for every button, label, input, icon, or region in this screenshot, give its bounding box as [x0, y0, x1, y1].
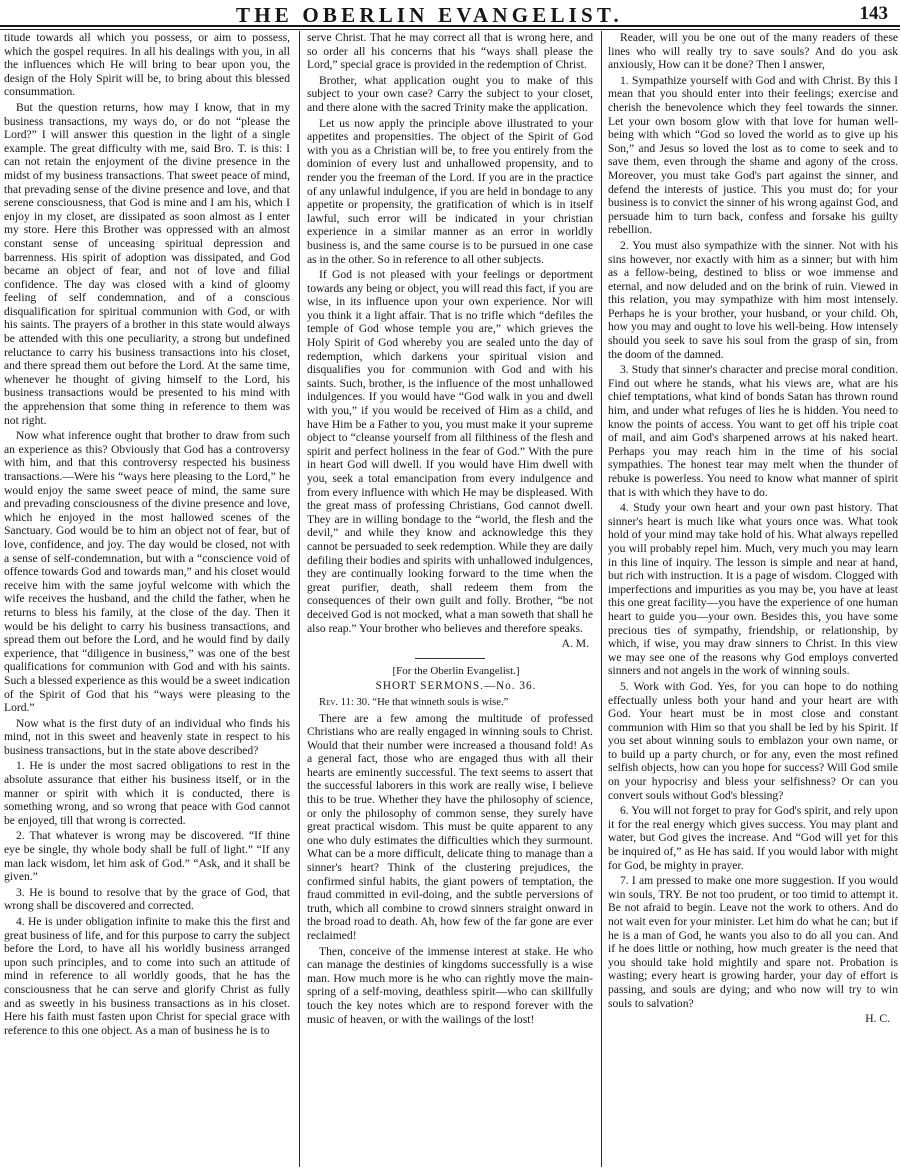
- paragraph: If God is not pleased with your feelings or deportment towards any being or object, you will read this fact, if you are wise, in its influence upon your own experience. Nor will you think it a light affair. That is no trifle which “defiles the temple of God whose temple you are,” which grieves the Holy Spirit of God whereby you are sealed unto the day of redemption, which darkens your spiritual vision and disqualifies you for communion with God and with his saints. Such, brother, is the influence of the most unhallowed indulgences. If you would have “God walk in you and dwell with you,” if you would be received of Him as a child, and have Him be a Father to you, you must make it your supreme object to “cleanse yourself from all filthiness of the flesh and spirit and perfect holiness in the fear of God.” With the pure in heart God will dwell. If you would have Him dwell with you, seek a total emancipation from every indulgence and from every influence with which He may be displeased. With the great mass of professing Christians, God cannot dwell. They are in willing bondage to the “world, the flesh and the devil,” and while they know and acknowledge this they cannot be persuaded to seek redemption. While they are daily defiling their bodies and spirits with unhallowed indulgences, they are continually looking forward to the time when the great purifier, death, shall redeem them from the consequences of their own guilt and folly. Brother, “be not deceived God is not mocked, what a man soweth that shall he also reap.” Your brother who believes and therefore speaks.: [307, 268, 593, 635]
- scripture-reference: Rev. 11: 30.: [319, 696, 370, 708]
- source-note: [For the Oberlin Evangelist.]: [392, 664, 520, 677]
- masthead: [0, 0, 900, 30]
- numbered-paragraph: 2. That whatever is wrong may be discovered. “If thine eye be single, thy whole body shall be full of light.” “If any man lack wisdom, let him ask of God.” “Ask, and it shall be given.”: [4, 829, 290, 884]
- numbered-paragraph: 3. Study that sinner's character and precise moral condition. Find out where he stands, what his views are, what are his chief temptations, what kind of bonds Satan has thrown round him, and under what refuges of lies he is hidden. You need to know the points of access. You want to get off his triple coat of mail, and aim God's sharpened arrows at his naked heart. Perhaps you may reach him in the time of his social sympathies. The honest tear may melt when the thunder of rebuke is powerless. You need to know what manner of spirit that is with which they have to do.: [608, 363, 898, 499]
- numbered-paragraph: 2. You must also sympathize with the sinner. Not with his sins however, nor exactly with him as a sinner; but with him as a fellow-being, destined to bliss or woe immense and eternal, and now deluded and on the brink of ruin. Viewed in this relation, you may sympathize with him most intensely. Perhaps he is your brother, your husband, or your child. Oh, how you may and ought to love his well-being. How intensely should you seek to save his soul from the grasp of sin, from the doom of the damned.: [608, 238, 898, 361]
- numbered-paragraph: 1. Sympathize yourself with God and with Christ. By this I mean that you should enter into their feelings; exercise and cherish the benevolence which they feel towards the sinner. Let your own bosom glow with that love for human well-being with which “God so loved the world as to give up his Son,” and Jesus so loved the lost as to come to seek and to save them, even through the shame and agony of the cross. Moreover, you must take God's part against the sinner, and defend the interests of justice. This you must do; for your business is to convict the sinner of his wrong against God, and persuade him to turn back, confess and forsake his guilty rebellion.: [608, 73, 898, 237]
- paragraph: Now what is the first duty of an individual who finds his mind, not in this sweet and heavenly state in respect to his business transactions, but in the state above described?: [4, 716, 290, 757]
- numbered-paragraph: 4. He is under obligation infinite to make this the first and great business of life, and for this purpose to carry the subject before the Lord, to have all his worldly business arranged upon such principles, and to come into such an attitude of mind in reference to all worldly goods, that he has the consciousness that he can serve and glorify Christ as fully and as sweetly in his business transactions as in his closet. Here his faith must fasten upon Christ for special grace with reference to this one object. As a man of business he is to: [4, 915, 290, 1037]
- column-divider-1: [299, 31, 300, 1167]
- paragraph: serve Christ. That he may correct all that is wrong here, and so order all his concerns that his “ways shall please the Lord,” special grace is provided in the redemption of Christ.: [307, 31, 593, 72]
- paragraph: Reader, will you be one out of the many readers of these lines who will really try to save souls? And do you ask anxiously, How can it be done? Then I answer,: [608, 31, 898, 72]
- paragraph: There are a few among the multitude of professed Christians who are really engaged in winning souls to Christ. Would that their number were increased a thousand fold! As a general fact, those who are engaged thus with all their hearts are eminently successful. The text seems to assert that the successful laborers in this work are really wise, I believe this to be true. Whether they have the philosophy of science, or only the philosophy of common sense, they surely have great practical wisdom. This must be quite apparent to any one who duly estimates the difficulties which they surmount. What can be a more difficult, delicate thing to manage than a sinner's heart? Think of the clustering prejudices, the confirmed sinful habits, the giant powers of temptation, the fraud committed in evil-doing, and the subtle perversions of truth, which all combine to crowd sinners straight onward in the broad road to death. Ah, how few of the far gone are ever reclaimed!: [307, 711, 593, 942]
- numbered-paragraph: 4. Study your own heart and your own past history. That sinner's heart is much like what yours once was. What took hold of your mind may take hold of his. What always repelled you will probably repel him. Much, very much you may learn in this line of inquiry. The lesson is simple and near at hand, but rich with instruction. It is a page of wisdom. Clogged with imperfections and impurities as you may be, you have at least this one great facility—you have the experience of one human heart to guide you—your own. Besides this, you have some precious ties of sympathy, friendship, or relationship, by which, if wise, you may draw sinners to Christ. In this view we may see one of the reasons why God employs converted sinners and not angels in the work of winning souls.: [608, 501, 898, 678]
- numbered-paragraph: 1. He is under the most sacred obligations to rest in the absolute assurance that either his business itself, or in the manner or spirit with which it is conducted, there is something wrong, and so wrong that peace with God cannot be enjoyed, till that wrong is corrected.: [4, 759, 290, 827]
- column-divider-2: [601, 31, 602, 1167]
- signature-hc: H. C.: [865, 1012, 890, 1026]
- sermon-heading: SHORT SERMONS.—No. 36.: [375, 680, 537, 693]
- paragraph: Let us now apply the principle above illustrated to your appetites and propensities. The object of the Spirit of God with you as a Christian will be, to free you entirely from the dominion of every lust and unhallowed propensity, and to render you the freeman of the Lord. If you are in the practice of any unlawful indulgence, if you are held in bondage to any appetite or propensity, the gratification of which is in itself lawful, such error will be indicated in your christian experience in a similar manner as an error in worldly business is, and the same course is to be pursued in one case as in the other. So in reference to all other subjects.: [307, 116, 593, 266]
- numbered-paragraph: 3. He is bound to resolve that by the grace of God, that wrong shall be discovered and corrected.: [4, 885, 290, 913]
- masthead-rule-thin: [0, 29, 900, 30]
- numbered-paragraph: 5. Work with God. Yes, for you can hope to do nothing effectually unless both your hand and your heart are with God. Your heart must be in most close and constant communion with Him so that you shall be led by his Spirit. If you set about winning souls to emblazon your own name, or to build up a party church, or for any, even the most refined selfish objects, how can you hope for success? Will God smile on your hypocrisy and bless your selfishness? Or can you convert souls without God's blessing?: [608, 679, 898, 802]
- paragraph: But the question returns, how may I know, that in my business transactions, my ways do, or do not “please the Lord?” I will answer this question in the light of a single example. The great difficulty with me, said Bro. T. is this: I can not retain the enjoyment of the divine presence in the midst of my business transactions. That sweet peace of mind, that prevading sense of the divine presence and love, and that serene consciousness, that God is mine and I am his, which I enjoy in my closet, are dissipated as soon almost as I enter my store. Here this Brother was oppressed with an almost constant sense of unceasing spiritual depression and barrenness. His spirit of adoption was dissipated, and God became an object of fear, and not of love and filial confidence. The day was closed with a kind of gloomy feeling of self condemnation, and of a conscious disqualification for spiritual communion with God, or with his saints. The prayers of a brother in this state would always be attended with this one peculiarity, a strong but undefined reluctance to carry his business transactions into his closet, and there spread them out before the Lord. At the same time, whenever he thought of giving himself to the Lord, his business transactions would be presented to his mind with the apprehension that some thing in reference to them was not right.: [4, 100, 290, 427]
- column-2: [307, 31, 593, 1167]
- newspaper-title: THE OBERLIN EVANGELIST.: [236, 3, 624, 27]
- paragraph: titude towards all which you possess, or aim to possess, which the gospel requires. In all his dealings with you, in all the influences which He will bring to bear upon you, the design of the Holy Spirit will be, to bring about this blessed consummation.: [4, 31, 290, 99]
- section-separator: [415, 658, 485, 659]
- paragraph: Brother, what application ought you to make of this subject to your own case? Carry the subject to your closet, and there alone with the sacred Trinity make the application.: [307, 73, 593, 114]
- scripture-line: [307, 696, 593, 710]
- masthead-rule-thick: [0, 25, 900, 27]
- numbered-paragraph: 6. You will not forget to pray for God's spirit, and rely upon it for the real energy which gives success. You may plant and water, but God gives the increase. And “God will yet for this be inquired of,” as He has said. If you would labor with might for God, be mighty in prayer.: [608, 804, 898, 872]
- paragraph: Then, conceive of the immense interest at stake. He who can manage the destinies of kingdoms successfully is a wise man. How much more is he who can rightly move the main-spring of a self-moving, deathless spirit—who can skillfully touch the key notes which are to respond forever with the music of heaven, or with the wailings of the lost!: [307, 944, 593, 1026]
- page-number: 143: [859, 3, 888, 24]
- scripture-text: “He that winneth souls is wise.”: [372, 696, 509, 708]
- paragraph: Now what inference ought that brother to draw from such an experience as this? Obviously that God has a controversy with him, and that this controversy respected his business transactions.—Were his “ways here pleasing to the Lord,” he would enjoy the same sweet peace of mind, the same sure and prevading consciousness of the divine presence and love, which he enjoyed in the most hallowed scenes of the Sanctuary. God would be to him an object not of fear, but of love, confidence, and joy. The day would be closed, not with a sense of self-condemnation, but with a “conscience void of offence towards God and towards man,” and his closet would receive him with the same joyful welcome with which the wife receives the husband, and the child the father, when he returns to bless his family, at the close of the day. Then it would be his delight to carry his business transactions, and spread them out before the Lord, and he would find by daily experience, that “diligence in business,” was one of the best qualifications for communion with God and with his saints. Such a blessed experience as this would be a sweet indication of the Spirit of God that his “ways were pleasing to the Lord.”: [4, 429, 290, 715]
- column-3: [608, 31, 898, 1167]
- signature-am: A. M.: [561, 637, 589, 651]
- column-1: [4, 31, 290, 1167]
- numbered-paragraph: 7. I am pressed to make one more suggestion. If you would win souls, TRY. Be not too prudent, or too timid to attempt it. Be not afraid to begin. Leave not the work to others. And do not wait even for your minister. Let him do what he can; but if he is a man of God, he wants you also to do all you can. And if he does little or nothing, how much greater is the need that you should take hold mightily and spare not. Probation is wasting; every heart is growing harder, your day of effort is passing, and souls are dying; and who now will try to win souls to salvation?: [608, 874, 898, 1010]
